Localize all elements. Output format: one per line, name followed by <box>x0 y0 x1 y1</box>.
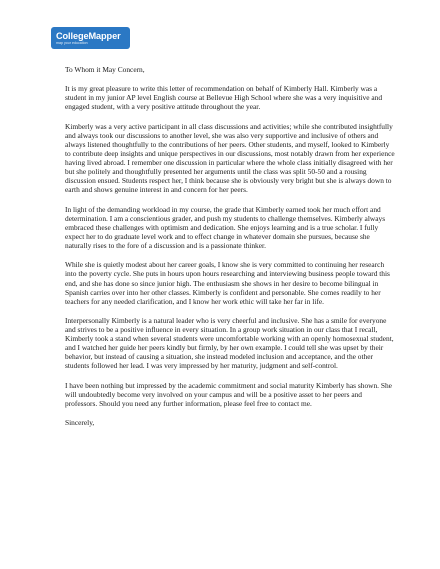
paragraph-goals: While she is quietly modest about her career goals, I know she is very committed to continuing her research into the poverty cycle. She puts in hours upon hours researching and interviewing business people toward this end, and she has done so since junior high. The enthusiasm she shows in her desire to become bilingual in Spanish carries over into her other classes. Kimberly is confident and personable. She comes readily to her teachers for any needed clarification, and I know her work ethic will take her far in life. <box>65 260 390 306</box>
logo-tagline: map your education <box>56 40 88 45</box>
paragraph-workload: In light of the demanding workload in my course, the grade that Kimberly earned took her much effort and determination. I am a conscientious grader, and push my students to challenge themselves. Kimberly always embraced these challenges with optimism and dedication. She enjoys learning and is a true scholar. I fully expect her to do graduate level work and to effect change in whatever domain she pursues, because she naturally rises to the fore of a discussion and is a passionate thinker. <box>65 204 386 251</box>
collegemapper-logo <box>51 27 130 49</box>
salutation: To Whom it May Concern, <box>65 65 145 74</box>
paragraph-conclusion: I have been nothing but impressed by the academic commitment and social maturity Kimberly has shown. She will undoubtedly become very involved on your campus and will be a positive asset to her peers and professors. Should you need any further information, please feel free to contact me. <box>65 380 392 408</box>
paragraph-participation: Kimberly was a very active participant in all class discussions and activities; while she contributed insightfully and always took our discussions to another level, she was also very supportive and inclusive of others and always listened thoughtfully to the contributions of her peers. Other students, and myself, looked to Kimberly to contribute deep insights and unique perspectives in our discussions, most notably drawn from her experience having lived abroad. I remember one discussion in particular where the whole class initially disagreed with her but she politely and thoughtfully presented her arguments until the class was split 50-50 and a rousing discussion ensued. Students respect her, I think because she is obviously very bright but she is always down to earth and shows genuine interest in and concern for her peers. <box>65 121 395 195</box>
logo-name: CollegeMapper <box>56 30 121 41</box>
letter-body <box>65 65 395 438</box>
closing: Sincerely, <box>65 418 95 428</box>
paragraph-intro: It is my great pleasure to write this letter of recommendation on behalf of Kimberly Hall. Kimberly was a student in my junior AP level English course at Bellevue High School where she was a very inquisitive and engaged student, with a very positive attitude throughout the year. <box>65 84 383 112</box>
paragraph-leadership: Interpersonally Kimberly is a natural leader who is very cheerful and inclusive. She has a smile for everyone and strives to be a positive influence in every situation. In a group work situation in our class that I recall, Kimberly took a stand when several students were uncomfortable working with an openly homosexual student, and I watched her guide her peers kindly but firmly, by her own example. I could tell she was upset by their behavior, but instead of causing a situation, she instead modeled inclusion and acceptance, and the other students followed her lead. I was very impressed by her maturity, judgment and self-control. <box>65 316 394 371</box>
